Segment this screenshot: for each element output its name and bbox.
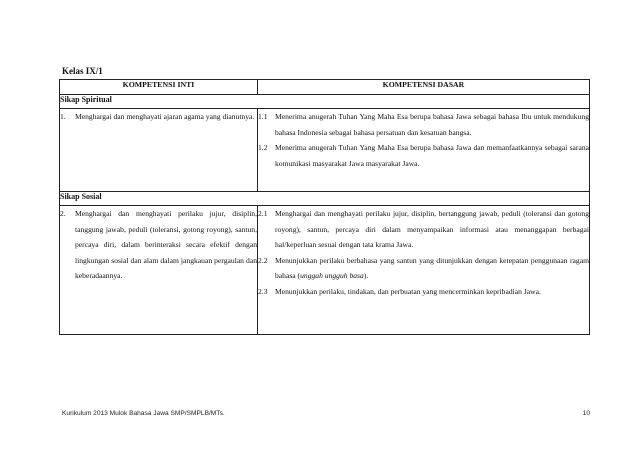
item-text-part: Menunjukkan perilaku berbahasa yang santun yang ditunjukkan dengan ketepatan penggunaan ragam bahasa ( (275, 255, 589, 280)
item-text-part: ). (363, 271, 369, 280)
ki-cell (60, 109, 258, 192)
section-title-sosial: Sikap Sosial (60, 192, 590, 206)
competency-table (59, 79, 590, 335)
section-title-spiritual: Sikap Spiritual (60, 95, 590, 109)
item-number: 2.2 (258, 255, 268, 265)
class-label: Kelas IX/1 (62, 66, 103, 76)
section-title-row (60, 192, 590, 206)
item-text-italic: unggah ungguh basa (300, 271, 364, 280)
page-footer (62, 410, 590, 417)
item-text: Menghargai dan menghayati ajaran agama yang dianutnya. (75, 112, 255, 121)
item-text: Menghargai dan menghayati perilaku jujur, disiplin, bertanggung jawab, peduli (toleransi dan gotong royong), santun, percaya diri dalam menyampaikan informasi atau menanggapan berbagai hal/keperluan sesuai dengan tata krama Jawa. (275, 209, 589, 249)
item-number: 2.3 (258, 286, 268, 296)
ki-cell (60, 206, 258, 335)
ki-item (60, 109, 257, 125)
kd-cell (258, 109, 590, 192)
item-number: 1.2 (258, 143, 268, 152)
item-number: 2.1 (258, 209, 268, 218)
ki-item (60, 206, 257, 284)
header-kompetensi-inti: KOMPETENSI INTI (60, 80, 258, 95)
footer-text: Kurikulum 2013 Mulok Bahasa Jawa SMP/SMPLB/MTs. (62, 410, 225, 417)
kd-item (258, 253, 589, 284)
item-number: 1.1 (258, 112, 268, 121)
item-text: Menerima anugerah Tuhan Yang Maha Esa berupa bahasa Jawa sebagai bahasa Ibu untuk mendukung bahasa Indonesia sebagai bahasa persatuan dan kesatuan bangsa. (275, 112, 589, 137)
item-text (275, 253, 589, 284)
kd-item (258, 206, 589, 253)
table-header-row (60, 80, 590, 95)
kd-item (258, 284, 589, 300)
kd-cell (258, 206, 590, 335)
header-kompetensi-dasar: KOMPETENSI DASAR (258, 80, 590, 95)
table-row (60, 206, 590, 335)
page-number: 10 (582, 410, 590, 417)
item-text: Menunjukkan perilaku, tindakan, dan perbuatan yang mencerminkan kepribadian Jawa. (275, 286, 541, 296)
table-row (60, 109, 590, 192)
item-text: Menerima anugerah Tuhan Yang Maha Esa berupa bahasa Jawa dan memanfaatkannya sebagai sarana komunikasi masyarakat Jawa masyarakat Jawa. (275, 143, 589, 168)
item-number: 2. (60, 209, 66, 218)
section-title-row (60, 95, 590, 109)
kd-item (258, 109, 589, 140)
item-text: Menghargai dan menghayati perilaku jujur, disiplin, tanggung jawab, peduli (toleransi, gotong royong), santun, percaya diri, dalam berinteraksi secara efektif dengan lingkungan sosial dan alam dalam jangkauan pergaulan dan keberadaannya. (75, 209, 257, 280)
kd-item (258, 140, 589, 171)
item-number: 1. (60, 112, 66, 121)
